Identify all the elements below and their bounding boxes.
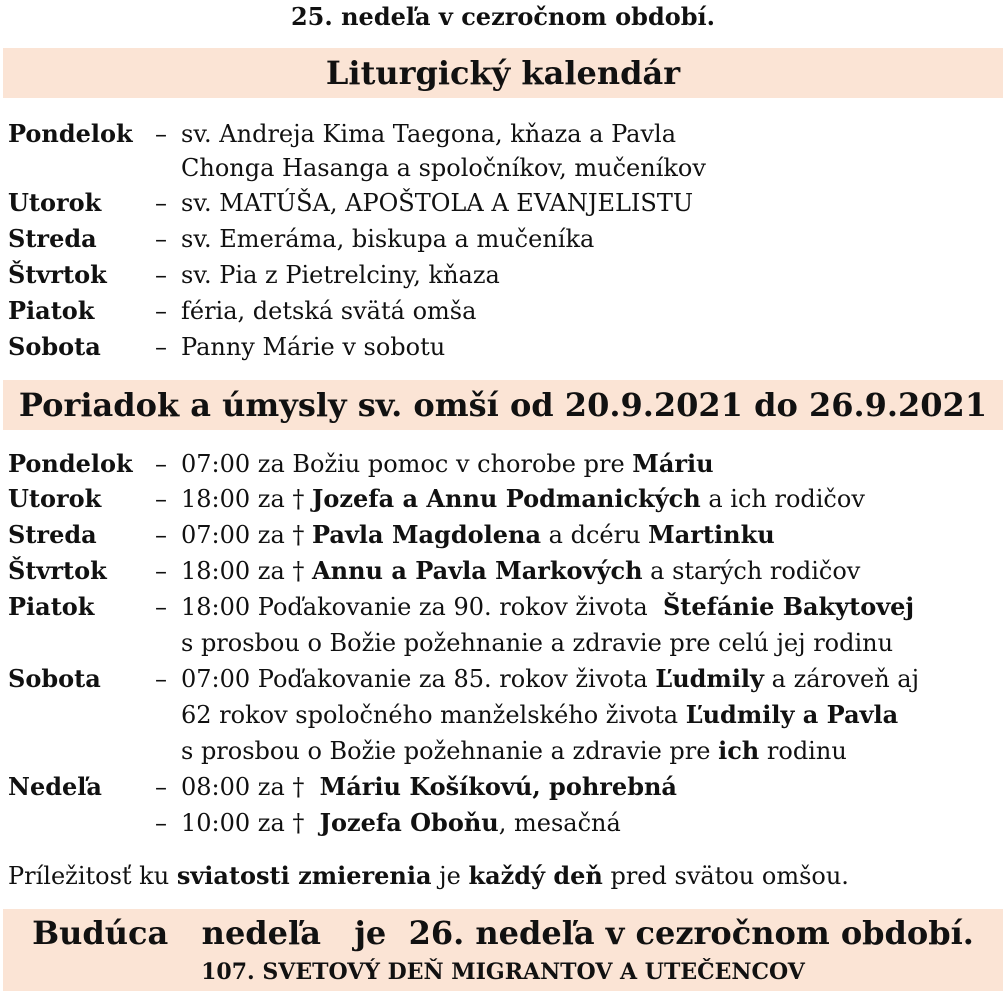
feast-text: sv. Pia z Pietrelciny, kňaza bbox=[181, 261, 500, 289]
dash: – bbox=[155, 485, 167, 513]
dash: – bbox=[155, 665, 167, 693]
feast-text: sv. Andreja Kima Taegona, kňaza a Pavla bbox=[181, 120, 677, 148]
dash: – bbox=[155, 521, 167, 549]
day-label: Pondelok bbox=[8, 449, 133, 478]
next-sunday-title: Budúca nedeľa je 26. nedeľa v cezročnom období. bbox=[32, 914, 974, 952]
day-label: Sobota bbox=[8, 332, 101, 361]
mass-text: 07:00 za Božiu pomoc v chorobe pre Máriu bbox=[181, 449, 714, 478]
day-label: Streda bbox=[8, 520, 97, 549]
day-label: Štvrtok bbox=[8, 556, 107, 585]
next-sunday-banner bbox=[3, 909, 1003, 991]
masses-heading: Poriadok a úmysly sv. omší od 20.9.2021 do 26.9.2021 bbox=[3, 380, 1003, 430]
dash: – bbox=[155, 557, 167, 585]
day-label: Štvrtok bbox=[8, 260, 107, 289]
dash: – bbox=[155, 450, 167, 478]
feast-text: sv. Emeráma, biskupa a mučeníka bbox=[181, 225, 595, 253]
mass-text: 18:00 za † Annu a Pavla Markových a starých rodičov bbox=[181, 556, 861, 585]
mass-text: 07:00 za † Pavla Magdolena a dcéru Martinku bbox=[181, 520, 775, 549]
day-label: Streda bbox=[8, 224, 97, 253]
page-title: 25. nedeľa v cezročnom období. bbox=[290, 2, 716, 31]
day-label: Nedeľa bbox=[8, 772, 102, 801]
dash: – bbox=[155, 297, 167, 325]
dash: – bbox=[155, 189, 167, 217]
day-label: Pondelok bbox=[8, 119, 133, 148]
mass-text: 08:00 za † Máriu Košíkovú, pohrebná bbox=[181, 772, 677, 801]
mass-text-continued: 62 rokov spoločného manželského života Ľudmily a Pavla bbox=[181, 700, 899, 729]
calendar-heading: Liturgický kalendár bbox=[3, 48, 1003, 98]
dash: – bbox=[155, 773, 167, 801]
mass-text-continued: s prosbou o Božie požehnanie a zdravie pre ich rodinu bbox=[181, 736, 847, 765]
dash: – bbox=[155, 261, 167, 289]
day-label: Utorok bbox=[8, 484, 102, 513]
feast-text-continued: Chonga Hasanga a spoločníkov, mučeníkov bbox=[181, 154, 706, 182]
mass-text: 07:00 Poďakovanie za 85. rokov života Ľudmily a zároveň aj bbox=[181, 664, 920, 693]
mass-text: 18:00 za † Jozefa a Annu Podmanických a ich rodičov bbox=[181, 484, 865, 513]
day-label: Piatok bbox=[8, 592, 95, 621]
day-label: Sobota bbox=[8, 664, 101, 693]
mass-text: 18:00 Poďakovanie za 90. rokov života Štefánie Bakytovej bbox=[181, 592, 915, 621]
dash: – bbox=[155, 593, 167, 621]
feast-text: sv. MATÚŠA, APOŠTOLA A EVANJELISTU bbox=[181, 189, 694, 217]
dash: – bbox=[155, 809, 167, 837]
mass-text-continued: s prosbou o Božie požehnanie a zdravie pre celú jej rodinu bbox=[181, 629, 894, 657]
next-sunday-subtitle: 107. SVETOVÝ DEŇ MIGRANTOV A UTEČENCOV bbox=[201, 959, 805, 985]
dash: – bbox=[155, 120, 167, 148]
mass-text: 10:00 za † Jozefa Oboňu, mesačná bbox=[181, 808, 621, 837]
dash: – bbox=[155, 225, 167, 253]
feast-text: Panny Márie v sobotu bbox=[181, 333, 446, 361]
dash: – bbox=[155, 333, 167, 361]
day-label: Utorok bbox=[8, 188, 102, 217]
feast-text: féria, detská svätá omša bbox=[181, 297, 477, 325]
day-label: Piatok bbox=[8, 296, 95, 325]
confession-note: Príležitosť ku sviatosti zmierenia je každý deň pred svätou omšou. bbox=[8, 861, 849, 890]
